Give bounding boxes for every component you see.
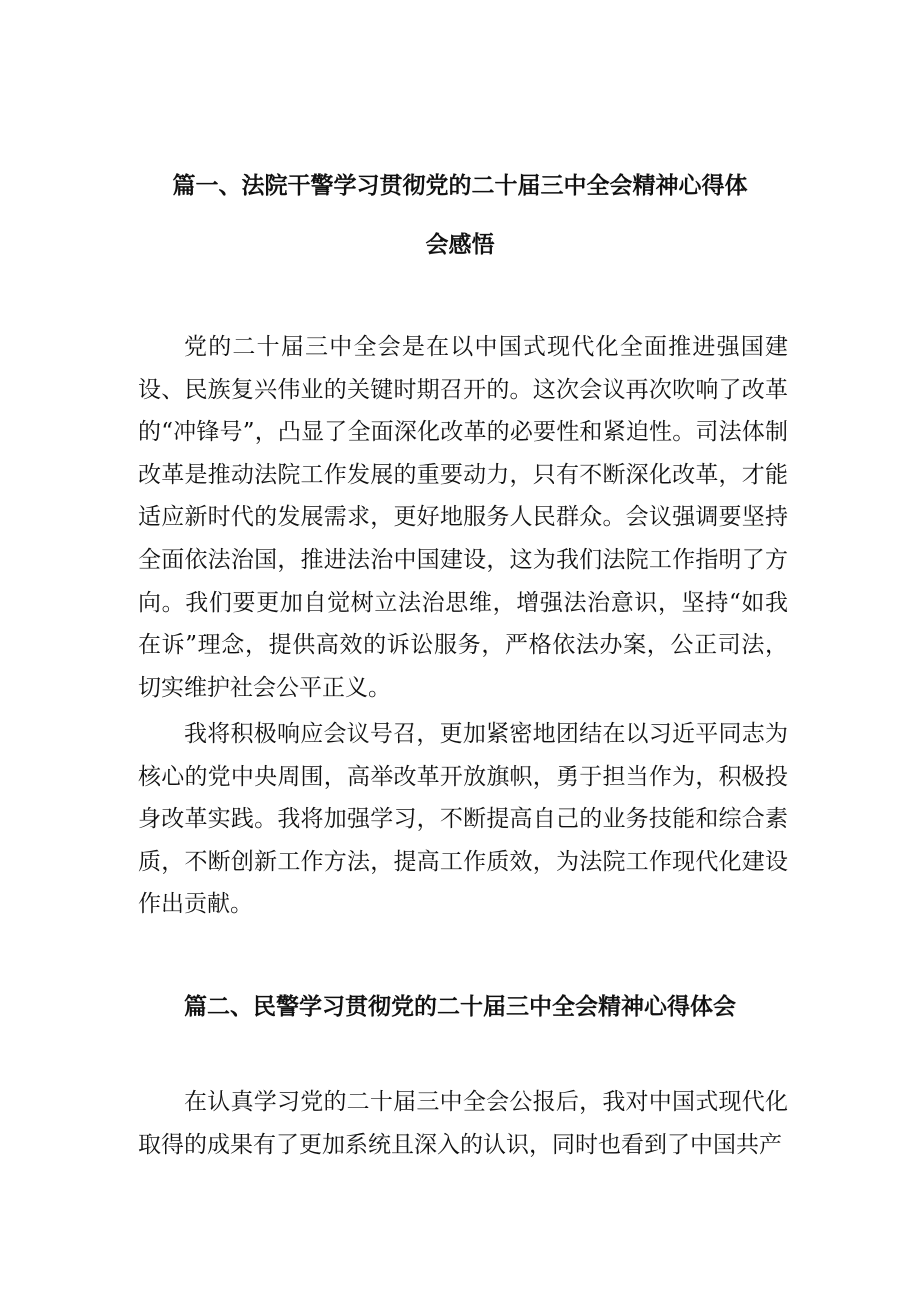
article-1-paragraph-2: 我将积极响应会议号召，更加紧密地团结在以习近平同志为核心的党中央周围，高举改革开放旗帜，勇于担当作为，积极投身改革实践。我将加强学习，不断提高自己的业务技能和综合素质，不断创新工作方法，提高工作质效，为法院工作现代化建设作出贡献。 [138, 721, 788, 918]
article-1-title-line-2: 会感悟 [425, 232, 495, 258]
article-2-paragraph-1: 在认真学习党的二十届三中全会公报后，我对中国式现代化取得的成果有了更加系统且深入的认识，同时也看到了中国共产 [138, 1089, 788, 1158]
article-2-title: 篇二、民警学习贯彻党的二十届三中全会精神心得体会 [184, 994, 736, 1020]
article-1-paragraph-1: 党的二十届三中全会是在以中国式现代化全面推进强国建设、民族复兴伟业的关键时期召开的。这次会议再次吹响了改革的“冲锋号”，凸显了全面深化改革的必要性和紧迫性。司法体制改革是推动法院工作发展的重要动力，只有不断深化改革，才能适应新时代的发展需求，更好地服务人民群众。会议强调要坚持全面依法治国，推进法治中国建设，这为我们法院工作指明了方向。我们要更加自觉树立法治思维，增强法治意识，坚持“如我在诉”理念，提供高效的诉讼服务，严格依法办案，公正司法，切实维护社会公平正义。 [138, 334, 788, 701]
article-1-title-line-1: 篇一、法院干警学习贯彻党的二十届三中全会精神心得体 [172, 173, 748, 199]
